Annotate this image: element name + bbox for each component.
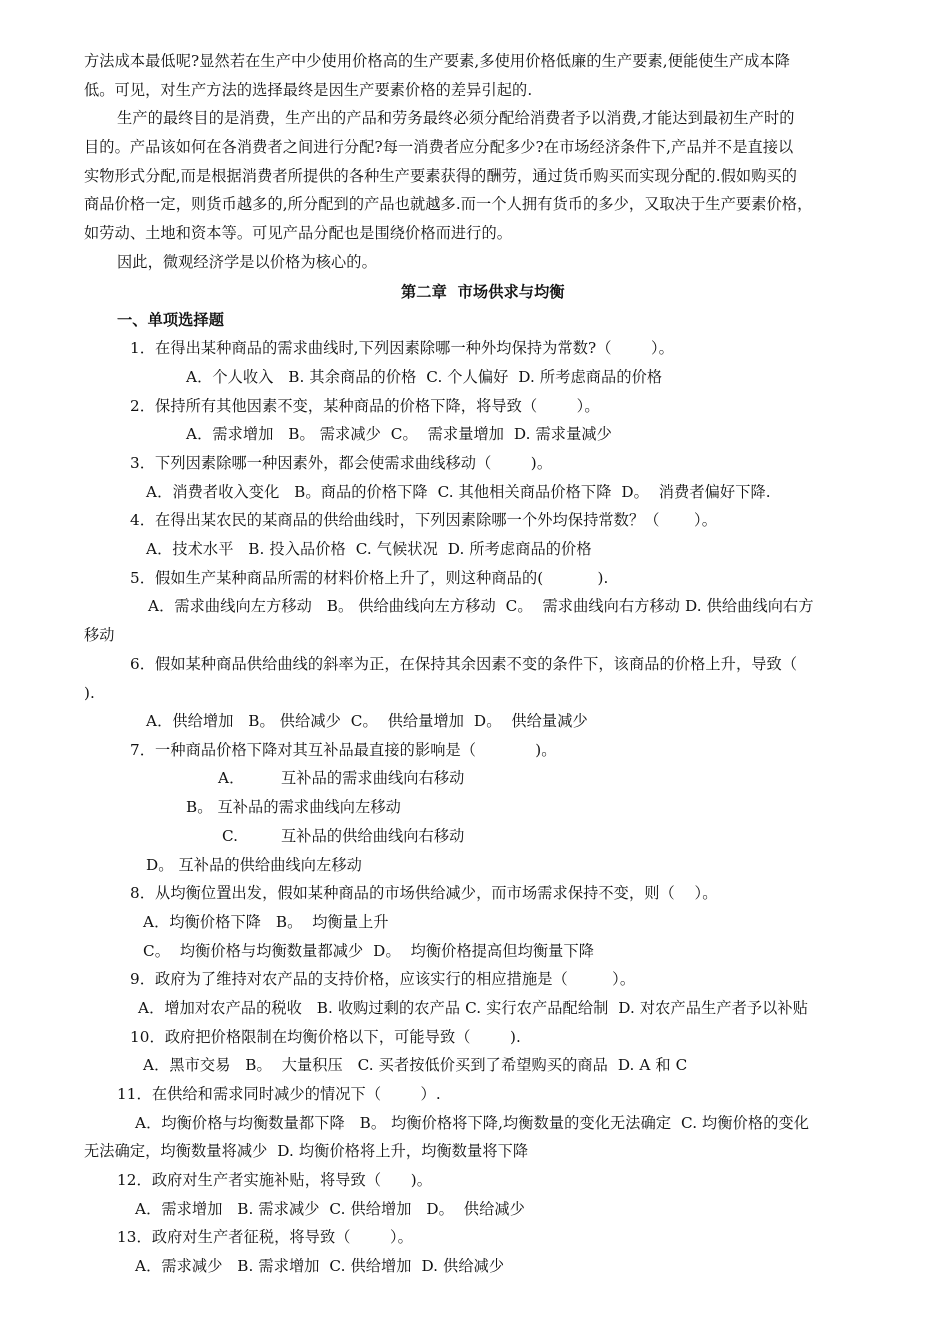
question-11-options-cont: 无法确定，均衡数量将减少 D. 均衡价格将上升，均衡数量将下降 xyxy=(84,1142,529,1160)
question-7-option-b: B。 互补品的需求曲线向左移动 xyxy=(186,798,401,816)
question-7-option-c: 互补品的供给曲线向右移动 xyxy=(281,827,465,845)
question-6-cont: ). xyxy=(84,684,95,702)
question-10: 10．政府把价格限制在均衡价格以下，可能导致（ ). xyxy=(130,1028,521,1046)
question-4: 4．在得出某农民的某商品的供给曲线时，下列因素除哪一个外均保持常数？（ ）。 xyxy=(130,511,718,529)
question-5-options-cont: 移动 xyxy=(84,626,115,644)
intro-line-6: 商品价格一定，则货币越多的,所分配到的产品也就越多.而一个人拥有货币的多少，又取决于生产要素价格， xyxy=(84,195,813,213)
question-2: 2．保持所有其他因素不变，某种商品的价格下降，将导致（ ）。 xyxy=(130,397,600,415)
question-5-options: A．需求曲线向左方移动 B。 供给曲线向左方移动 C。 需求曲线向右方移动 D. 供给曲线向右方 xyxy=(148,597,814,615)
question-7: 7．一种商品价格下降对其互补品最直接的影响是（ )。 xyxy=(130,741,557,759)
question-10-options: A．黑市交易 B。 大量积压 C. 买者按低价买到了希望购买的商品 D. A 和 C xyxy=(143,1056,688,1074)
question-8: 8．从均衡位置出发，假如某种商品的市场供给减少，而市场需求保持不变，则（ ）。 xyxy=(130,884,718,902)
question-2-options: A．需求增加 B。 需求减少 C。 需求量增加 D. 需求量减少 xyxy=(186,425,612,443)
intro-line-1: 方法成本最低呢?显然若在生产中少使用价格高的生产要素,多使用价格低廉的生产要素,便能使生产成本降 xyxy=(84,52,791,70)
question-13: 13．政府对生产者征税，将导致（ ）。 xyxy=(117,1228,413,1246)
question-4-options: A．技术水平 B. 投入品价格 C. 气候状况 D. 所考虑商品的价格 xyxy=(146,540,592,558)
question-1-options: A．个人收入 B. 其余商品的价格 C. 个人偏好 D. 所考虑商品的价格 xyxy=(186,368,663,386)
intro-line-3: 生产的最终目的是消费，生产出的产品和劳务最终必须分配给消费者予以消费,才能达到最初生产时的 xyxy=(117,109,795,127)
question-5: 5．假如生产某种商品所需的材料价格上升了，则这种商品的( ). xyxy=(130,569,609,587)
question-11: 11．在供给和需求同时减少的情况下（ ）. xyxy=(117,1085,441,1103)
intro-line-8: 因此，微观经济学是以价格为核心的。 xyxy=(117,253,377,271)
question-1: 1．在得出某种商品的需求曲线时,下列因素除哪一种外均保持为常数?（ ）。 xyxy=(130,339,674,357)
intro-line-5: 实物形式分配,而是根据消费者所提供的各种生产要素获得的酬劳，通过货币购买而实现分配的.假如购买的 xyxy=(84,167,798,185)
question-8-options-2: C。 均衡价格与均衡数量都减少 D。 均衡价格提高但均衡量下降 xyxy=(143,942,595,960)
question-9-options: A．增加对农产品的税收 B. 收购过剩的农产品 C. 实行农产品配给制 D. 对农产品生产者予以补贴 xyxy=(138,999,809,1017)
question-6: 6．假如某种商品供给曲线的斜率为正，在保持其余因素不变的条件下，该商品的价格上升，导致（ xyxy=(130,655,798,673)
question-7-option-a: 互补品的需求曲线向右移动 xyxy=(281,769,465,787)
question-9: 9．政府为了维持对农产品的支持价格，应该实行的相应措施是（ ）。 xyxy=(130,970,636,988)
intro-line-4: 目的。产品该如何在各消费者之间进行分配?每一消费者应分配多少?在市场经济条件下,产品并不是直接以 xyxy=(84,138,794,156)
intro-line-2: 低。可见，对生产方法的选择最终是因生产要素价格的差异引起的. xyxy=(84,81,533,99)
question-3-options: A．消费者收入变化 B。商品的价格下降 C. 其他相关商品价格下降 D。 消费者偏好下降. xyxy=(146,483,771,501)
question-13-options: A．需求减少 B. 需求增加 C. 供给增加 D. 供给减少 xyxy=(135,1257,505,1275)
section-title: 一、单项选择题 xyxy=(117,311,225,329)
chapter-title: 第二章 市场供求与均衡 xyxy=(401,283,565,301)
question-6-options: A．供给增加 B。 供给减少 C。 供给量增加 D。 供给量减少 xyxy=(146,712,588,730)
question-11-options: A．均衡价格与均衡数量都下降 B。 均衡价格将下降,均衡数量的变化无法确定 C. 均衡价格的变化 xyxy=(135,1114,810,1132)
question-12-options: A．需求增加 B. 需求减少 C. 供给增加 D。 供给减少 xyxy=(135,1200,525,1218)
question-7-option-c-letter: C. xyxy=(222,827,239,845)
question-7-option-d: D。 互补品的供给曲线向左移动 xyxy=(146,856,362,874)
question-3: 3．下列因素除哪一种因素外，都会使需求曲线移动（ )。 xyxy=(130,454,553,472)
question-12: 12．政府对生产者实施补贴，将导致（ )。 xyxy=(117,1171,433,1189)
question-7-option-a-letter: A． xyxy=(218,769,245,787)
intro-line-7: 如劳动、土地和资本等。可见产品分配也是围绕价格而进行的。 xyxy=(84,224,513,242)
question-8-options-1: A．均衡价格下降 B。 均衡量上升 xyxy=(143,913,389,931)
